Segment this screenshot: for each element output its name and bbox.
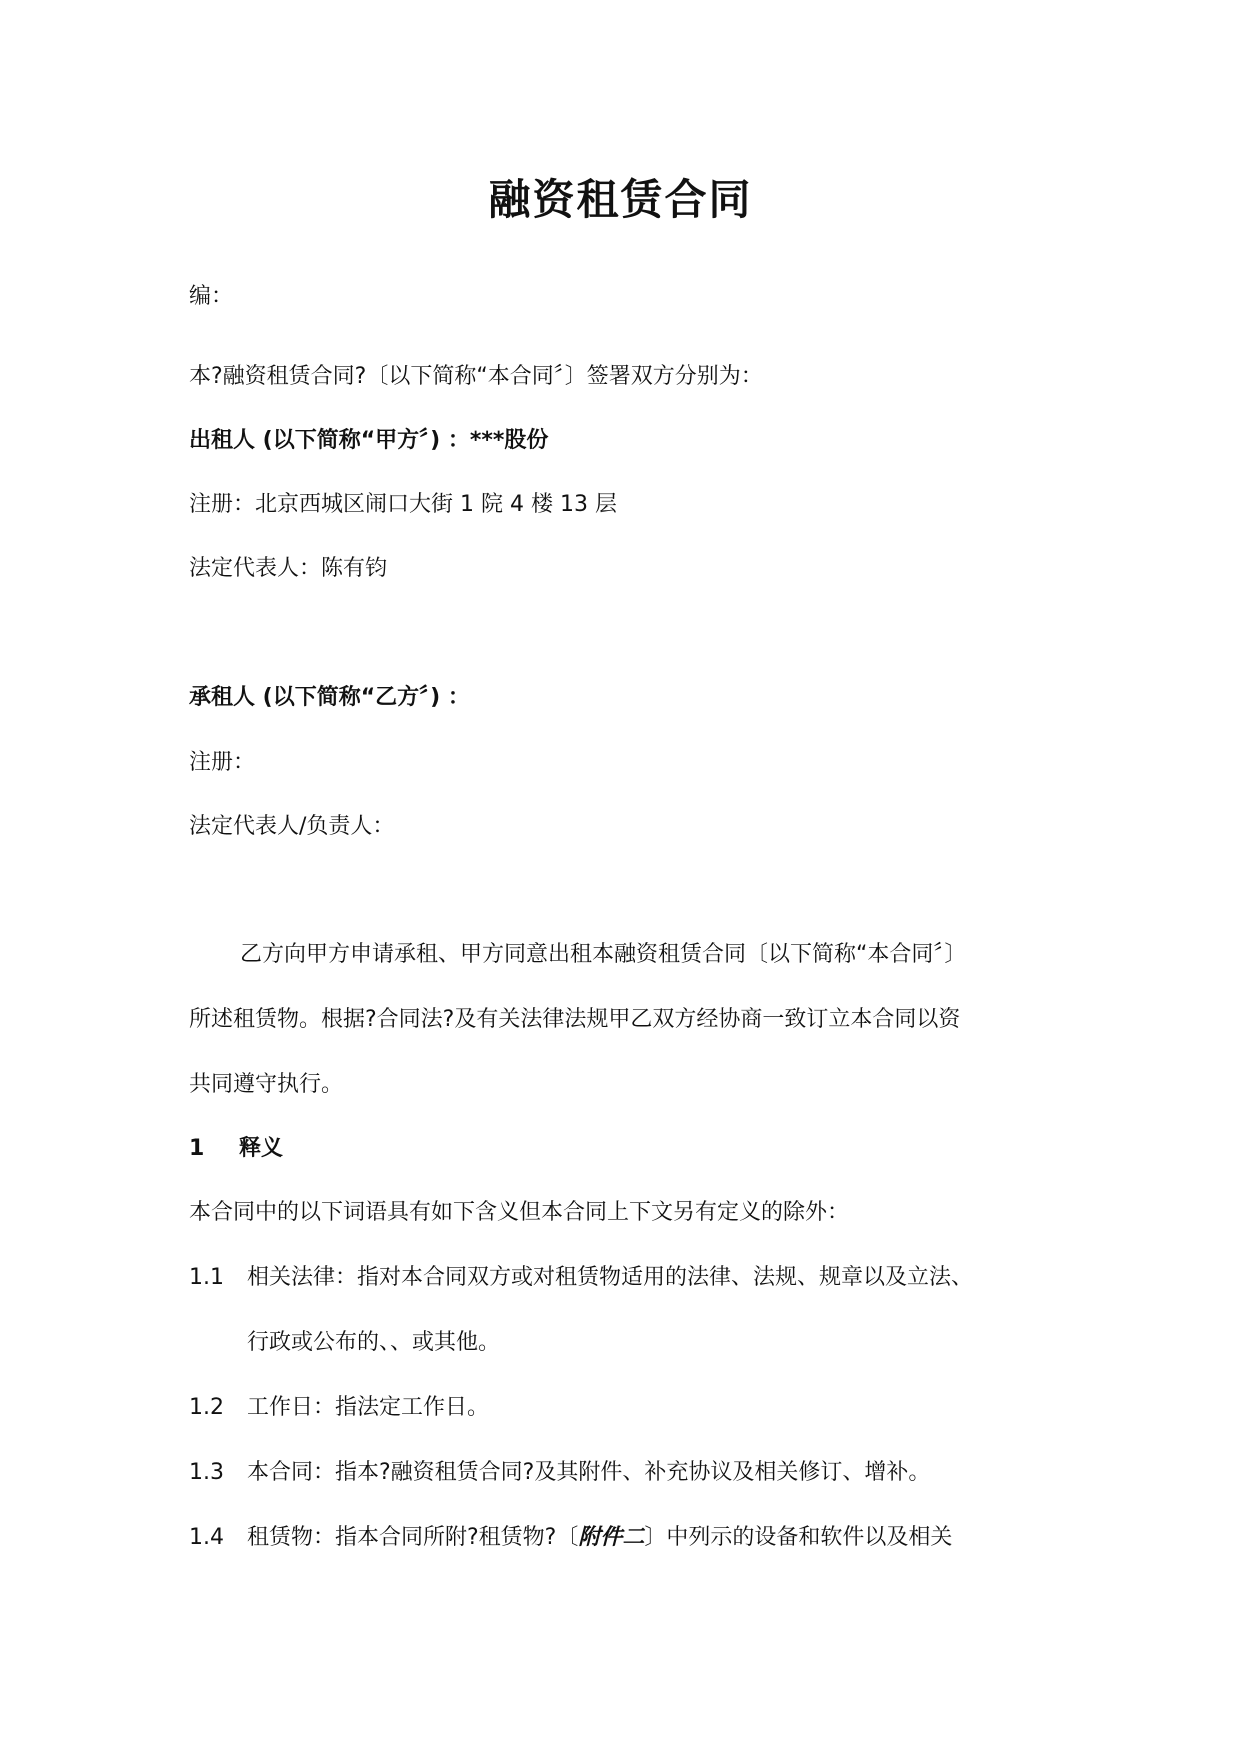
lessor-heading: 出租人 (以下简称“甲方〞) ：***股份 (189, 428, 549, 453)
clause-1-3-number: 1.3 (189, 1460, 224, 1485)
clause-1-4-annex-reference: 附件二 (578, 1525, 645, 1550)
section-1-number: 1 (189, 1136, 205, 1161)
section-1-heading (189, 1134, 283, 1164)
document-title: 融资租赁合同 (488, 175, 753, 224)
clause-1-4-text-before: 租赁物：指本合同所附?租赁物?〔 (247, 1525, 579, 1550)
preamble-line-1: 乙方向甲方申请承租、甲方同意出租本融资租赁合同〔以下简称“本合同〞〕 (240, 942, 967, 967)
clause-1-1 (189, 1263, 973, 1293)
clause-1-4 (189, 1523, 952, 1553)
section-1-title: 释义 (239, 1136, 284, 1161)
clause-1-2 (189, 1393, 489, 1423)
lessor-legal-rep: 法定代表人：陈有钧 (189, 556, 388, 581)
clause-1-4-number: 1.4 (189, 1525, 224, 1550)
clause-1-4-text-after: 〕中列示的设备和软件以及相关 (644, 1525, 953, 1550)
lessee-heading: 承租人 (以下简称“乙方〞) ： (189, 685, 470, 710)
clause-1-2-text: 工作日：指法定工作日。 (247, 1395, 490, 1420)
preamble-line-3: 共同遵守执行。 (189, 1072, 344, 1097)
clause-1-2-number: 1.2 (189, 1395, 224, 1420)
clause-1-1-continuation: 行政或公布的、、或其他。 (247, 1330, 501, 1355)
clause-1-3 (189, 1458, 930, 1488)
clause-1-3-text: 本合同：指本?融资租赁合同?及其附件、补充协议及相关修订、增补。 (247, 1460, 931, 1485)
clause-1-1-text: 相关法律：指对本合同双方或对租赁物适用的法律、法规、规章以及立法、 (247, 1265, 974, 1290)
clause-1-1-number: 1.1 (189, 1265, 224, 1290)
lessee-registration: 注册： (189, 750, 256, 775)
lessor-registration: 注册：北京西城区闹口大街 1 院 4 楼 13 层 (189, 492, 617, 517)
preamble-line-2: 所述租赁物。根据?合同法?及有关法律法规甲乙双方经协商一致订立本合同以资 (189, 1007, 961, 1032)
contract-number-label: 编： (189, 284, 234, 309)
intro-paragraph: 本?融资租赁合同?〔以下简称“本合同〞〕签署双方分别为： (189, 364, 763, 389)
lessee-legal-rep: 法定代表人/负责人： (189, 814, 395, 839)
section-1-intro: 本合同中的以下词语具有如下含义但本合同上下文另有定义的除外： (189, 1200, 850, 1225)
